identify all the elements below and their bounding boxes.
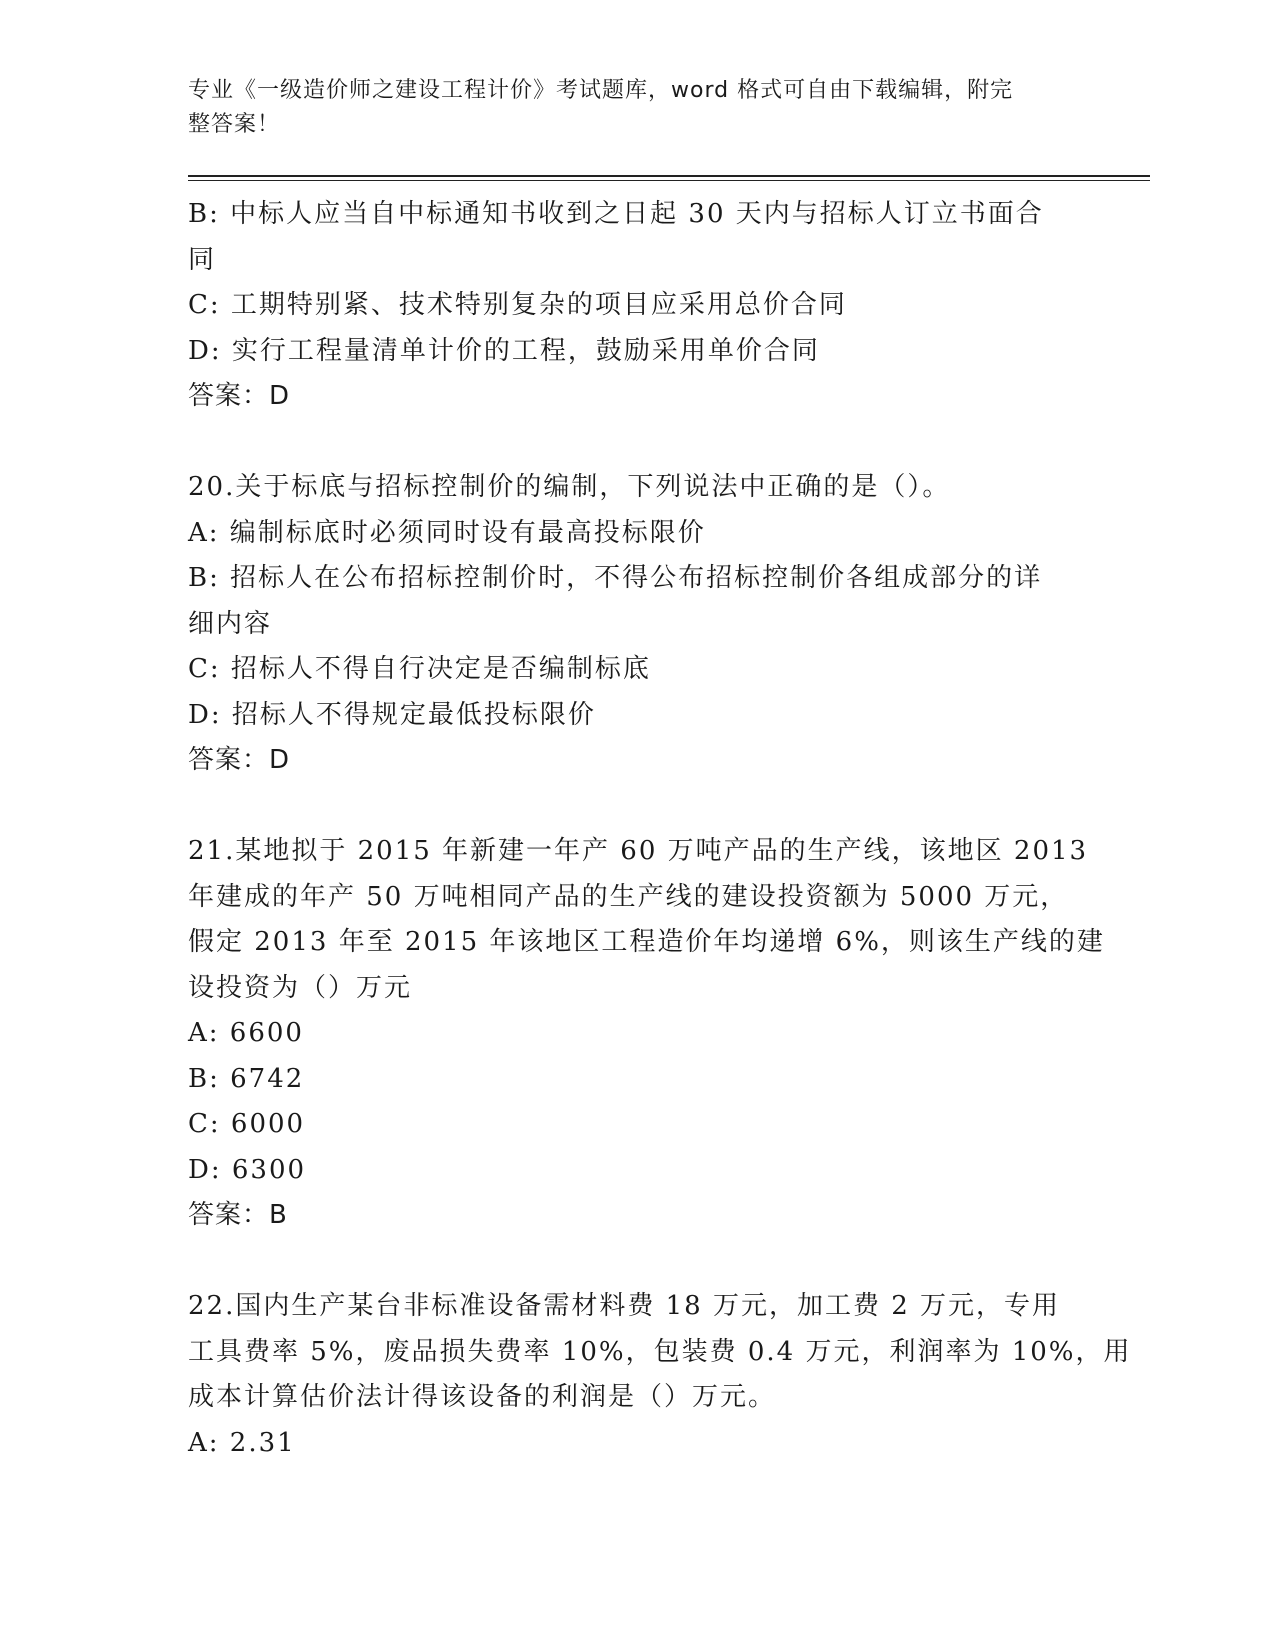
option-c: C: 6000 (188, 1109, 306, 1139)
answer: 答案：D (188, 381, 291, 411)
spacer (188, 420, 1088, 466)
option-d: D: 招标人不得规定最低投标限价 (188, 699, 596, 730)
question-stem: 21.某地拟于 2015 年新建一年产 60 万吨产品的生产线，该地区 2013 (188, 836, 1089, 866)
question-stem-continued: 工具费率 5%，废品损失费率 10%，包装费 0.4 万元，利润率为 10%，用 (188, 1336, 1132, 1367)
answer: 答案：B (188, 1200, 288, 1230)
option-d: D: 实行工程量清单计价的工程，鼓励采用单价合同 (188, 335, 820, 366)
header-line-1: 专业《一级造价师之建设工程计价》考试题库，word 格式可自由下载编辑，附完 (188, 78, 1014, 103)
question-list (188, 192, 1132, 1466)
spacer (188, 1239, 1088, 1285)
question-20 (188, 465, 1088, 784)
option-b: B: 中标人应当自中标通知书收到之日起 30 天内与招标人订立书面合 (188, 199, 1044, 229)
option-a: A: 6600 (188, 1018, 304, 1048)
header-line-2: 整答案！ (188, 112, 281, 137)
option-a: A: 编制标底时必须同时设有最高投标限价 (188, 517, 706, 548)
document-header (188, 74, 1068, 142)
question-stem-continued: 设投资为（）万元 (188, 972, 413, 1003)
spacer (188, 784, 1088, 830)
question-22 (188, 1284, 1132, 1466)
question-stem-continued: 假定 2013 年至 2015 年该地区工程造价年均递增 6%，则该生产线的建 (188, 927, 1105, 957)
question-21 (188, 829, 1105, 1239)
option-a: A: 2.31 (188, 1427, 296, 1458)
option-b: B: 招标人在公布招标控制价时，不得公布招标控制价各组成部分的详 (188, 563, 1043, 593)
option-b-continued: 细内容 (188, 608, 273, 639)
question-stem: 20.关于标底与招标控制价的编制，下列说法中正确的是（）。 (188, 472, 951, 502)
question-stem: 22.国内生产某台非标准设备需材料费 18 万元，加工费 2 万元，专用 (188, 1291, 1061, 1321)
header-rule-thin (188, 180, 1150, 181)
option-b-continued: 同 (188, 244, 217, 275)
header-rule-thick (188, 175, 1150, 177)
option-b: B: 6742 (188, 1063, 305, 1094)
option-c: C: 工期特别紧、技术特别复杂的项目应采用总价合同 (188, 290, 847, 320)
question-stem-continued: 成本计算估价法计得该设备的利润是（）万元。 (188, 1382, 777, 1412)
question-stem-continued: 年建成的年产 50 万吨相同产品的生产线的建设投资额为 5000 万元， (188, 881, 1069, 912)
option-c: C: 招标人不得自行决定是否编制标底 (188, 654, 651, 684)
question-19 (188, 192, 1088, 420)
answer: 答案：D (188, 745, 291, 775)
option-d: D: 6300 (188, 1154, 307, 1185)
